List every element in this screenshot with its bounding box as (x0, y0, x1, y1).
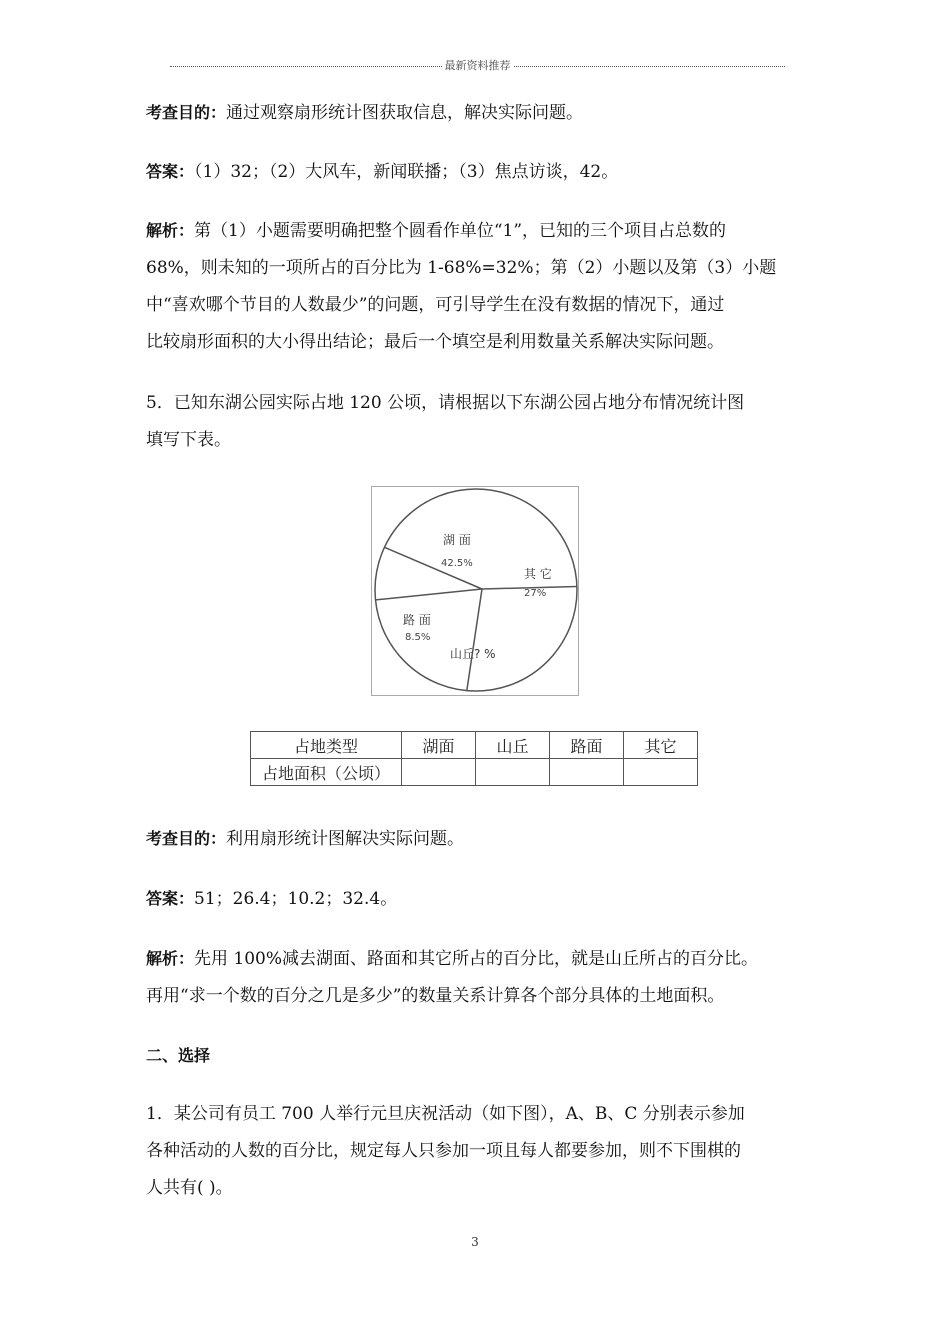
table-header-cell: 路面 (550, 732, 624, 759)
area-table (250, 731, 698, 786)
table-cell (550, 759, 624, 786)
table-header-cell: 占地类型 (251, 732, 402, 759)
table-cell (402, 759, 476, 786)
analysis-line-3: 中“喜欢哪个节目的人数最少”的问题，可引导学生在没有数据的情况下，通过 (146, 295, 725, 315)
analysis-line-1: 先用 100%减去湖面、路面和其它所占的百分比，就是山丘所占的百分比。 (194, 949, 759, 969)
pie-slice-label: 山丘? % (450, 647, 496, 661)
pie-slice-value: 42.5% (441, 558, 473, 569)
q5-analysis (146, 940, 812, 1015)
table-header-cell: 其它 (624, 732, 698, 759)
pie-slice-label: 湖 面 (443, 533, 471, 547)
table-header-row (251, 732, 698, 759)
purpose-label: 考查目的： (146, 103, 227, 122)
q4-analysis (146, 212, 812, 361)
pie-svg (371, 486, 579, 696)
q5-line-2: 填写下表。 (146, 430, 231, 450)
q5-question (146, 385, 812, 459)
header-dots-left (170, 66, 442, 67)
q4-answer (146, 153, 812, 191)
answer-label: 答案： (146, 889, 195, 908)
answer-text: （1）32；（2）大风车，新闻联播；（3）焦点访谈，42。 (194, 162, 619, 182)
header-text: 最新资料推荐 (444, 59, 511, 72)
section-title (146, 1037, 812, 1075)
analysis-line-1: 第（1）小题需要明确把整个圆看作单位“1”，已知的三个项目占总数的 (194, 221, 727, 241)
table-row (251, 759, 698, 786)
header-dots-right (514, 66, 786, 67)
analysis-label: 解析： (146, 221, 195, 240)
answer-text: 51；26.4；10.2；32.4。 (194, 889, 398, 909)
section-title-text: 二、选择 (146, 1046, 211, 1065)
q4-purpose (146, 94, 812, 132)
analysis-line-2: 再用“求一个数的百分之几是多少”的数量关系计算各个部分具体的土地面积。 (146, 986, 725, 1006)
purpose-text: 通过观察扇形统计图获取信息，解决实际问题。 (226, 103, 584, 123)
analysis-line-4: 比较扇形面积的大小得出结论；最后一个填空是利用数量关系解决实际问题。 (146, 332, 724, 352)
purpose-label: 考查目的： (146, 829, 227, 848)
table-header-cell: 湖面 (402, 732, 476, 759)
q5-purpose (146, 820, 812, 858)
pie-slice-label: 其 它 (524, 567, 552, 581)
q5-answer (146, 880, 812, 918)
s2-line-2: 各种活动的人数的百分比，规定每人只参加一项且每人都要参加，则不下围棋的 (146, 1141, 741, 1161)
s2-line-1: 1．某公司有员工 700 人举行元旦庆祝活动（如下图），A、B、C 分别表示参加 (146, 1104, 745, 1124)
pie-slice-value: 8.5% (405, 632, 431, 643)
answer-label: 答案： (146, 162, 195, 181)
analysis-label: 解析： (146, 949, 195, 968)
s2-line-3: 人共有( )。 (146, 1178, 233, 1198)
s2-question (146, 1096, 812, 1207)
page-header (170, 55, 785, 75)
purpose-text: 利用扇形统计图解决实际问题。 (226, 829, 465, 849)
table-cell (624, 759, 698, 786)
table-cell (476, 759, 550, 786)
pie-slice-value: 27% (524, 588, 547, 599)
table-header-cell: 山丘 (476, 732, 550, 759)
q5-line-1: 5．已知东湖公园实际占地 120 公顷，请根据以下东湖公园占地分布情况统计图 (146, 393, 745, 413)
page-number: 3 (471, 1235, 479, 1249)
table-row-label: 占地面积（公顷） (251, 759, 402, 786)
pie-chart (371, 486, 579, 696)
pie-slice-label: 路 面 (403, 613, 431, 627)
analysis-line-2: 68%，则未知的一项所占的百分比为 1-68%=32%；第（2）小题以及第（3）小题 (146, 258, 777, 278)
